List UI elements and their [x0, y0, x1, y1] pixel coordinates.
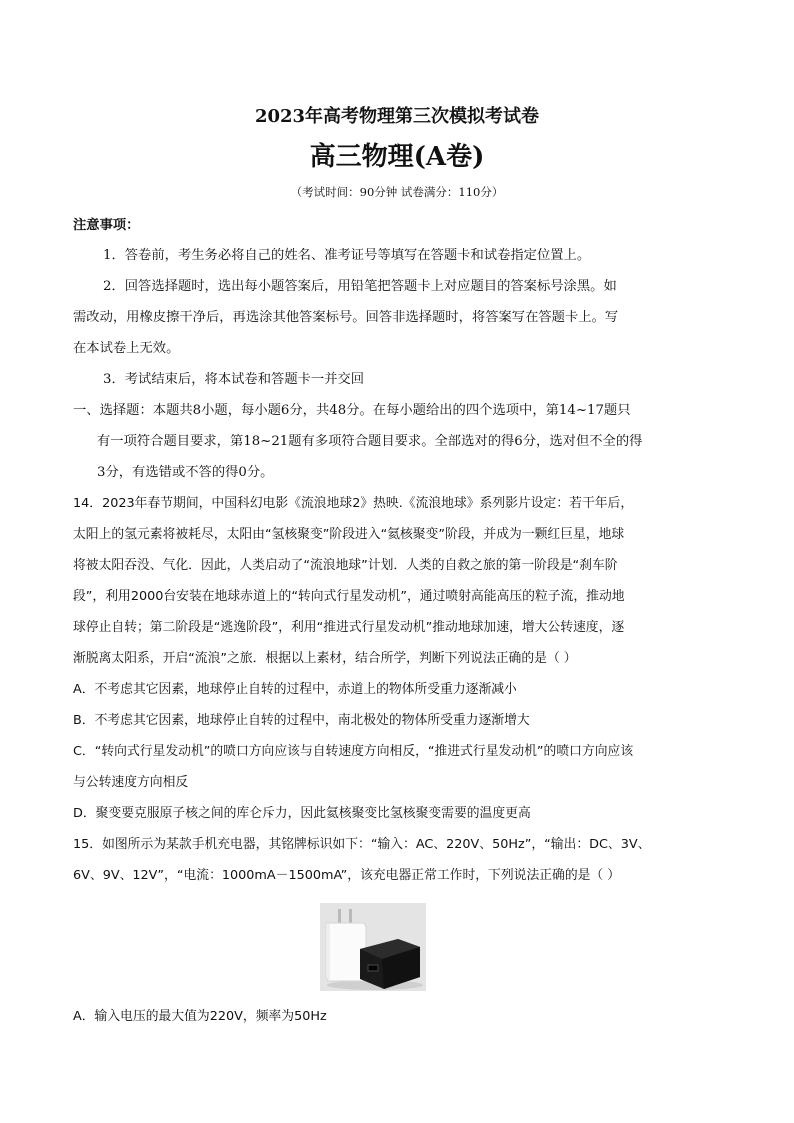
question-15-option-a: A．输入电压的最大值为220V，频率为50Hz	[73, 1009, 327, 1024]
notice-heading: 注意事项：	[73, 218, 140, 233]
subject-title: 高三物理(A卷)	[309, 142, 485, 172]
question-14-text: 段”，利用2000台安装在地球赤道上的“转向式行星发动机”，通过喷射高能高压的粒子流，推动地	[73, 589, 625, 604]
question-14-text: 球停止自转；第二阶段是“逃逸阶段”，利用“推进式行星发动机”推动地球加速，增大公转速度，逐	[73, 620, 625, 635]
question-14-text: 渐脱离太阳系，开启“流浪”之旅．根据以上素材，结合所学，判断下列说法正确的是（ ）	[73, 651, 577, 666]
option-c: C．“转向式行星发动机”的喷口方向应该与自转速度方向相反，“推进式行星发动机”的喷口方向应该	[73, 744, 634, 759]
charger-illustration	[320, 903, 426, 991]
notice-item: 需改动，用橡皮擦干净后，再选涂其他答案标号。回答非选择题时，将答案写在答题卡上。写	[73, 310, 619, 325]
section-heading: 一、选择题：本题共8小题，每小题6分，共48分。在每小题给出的四个选项中，第14~17题只	[73, 403, 631, 418]
question-14-text: 将被太阳吞没、气化．因此，人类启动了“流浪地球”计划．人类的自救之旅的第一阶段是“刹车阶	[73, 558, 618, 573]
question-15-text: 15．如图所示为某款手机充电器，其铭牌标识如下：“输入：AC、220V、50Hz”，“输出：DC、3V、	[73, 837, 651, 852]
question-15-text: 6V、9V、12V”，“电流：1000mA－1500mA”，该充电器正常工作时，下列说法正确的是（ ）	[73, 868, 621, 883]
notice-item: 在本试卷上无效。	[73, 341, 180, 356]
option-a: A．不考虑其它因素，地球停止自转的过程中，赤道上的物体所受重力逐渐减小	[73, 682, 517, 697]
notice-item: 3．考试结束后，将本试卷和答题卡一并交回	[103, 372, 365, 387]
section-instructions: 3分，有选错或不答的得0分。	[97, 465, 274, 480]
question-14-text: 太阳上的氢元素将被耗尽，太阳由“氢核聚变”阶段进入“氦核聚变”阶段，并成为一颗红巨星，地球	[73, 527, 625, 542]
option-c-continued: 与公转速度方向相反	[73, 775, 189, 790]
usb-port	[368, 965, 378, 971]
notice-item: 1．答卷前，考生务必将自己的姓名、准考证号等填写在答题卡和试卷指定位置上。	[103, 248, 591, 263]
plug-prong-right	[349, 909, 352, 923]
option-d: D．聚变要克服原子核之间的库仑斥力，因此氦核聚变比氢核聚变需要的温度更高	[73, 806, 531, 821]
plug-prong-left	[338, 909, 341, 923]
option-b: B．不考虑其它因素，地球停止自转的过程中，南北极处的物体所受重力逐渐增大	[73, 713, 530, 728]
exam-info: （考试时间：90分钟 试卷满分：110分）	[290, 185, 504, 199]
notice-item: 2．回答选择题时，选出每小题答案后，用铅笔把答题卡上对应题目的答案标号涂黑。如	[103, 279, 617, 294]
charger-photo	[320, 903, 426, 991]
exam-title: 2023年高考物理第三次模拟考试卷	[254, 106, 540, 127]
question-14-text: 14．2023年春节期间，中国科幻电影《流浪地球2》热映.《流浪地球》系列影片设定：若干年后，	[73, 496, 634, 511]
section-instructions: 有一项符合题目要求，第18~21题有多项符合题目要求。全部选对的得6分，选对但不全的得	[97, 434, 643, 449]
